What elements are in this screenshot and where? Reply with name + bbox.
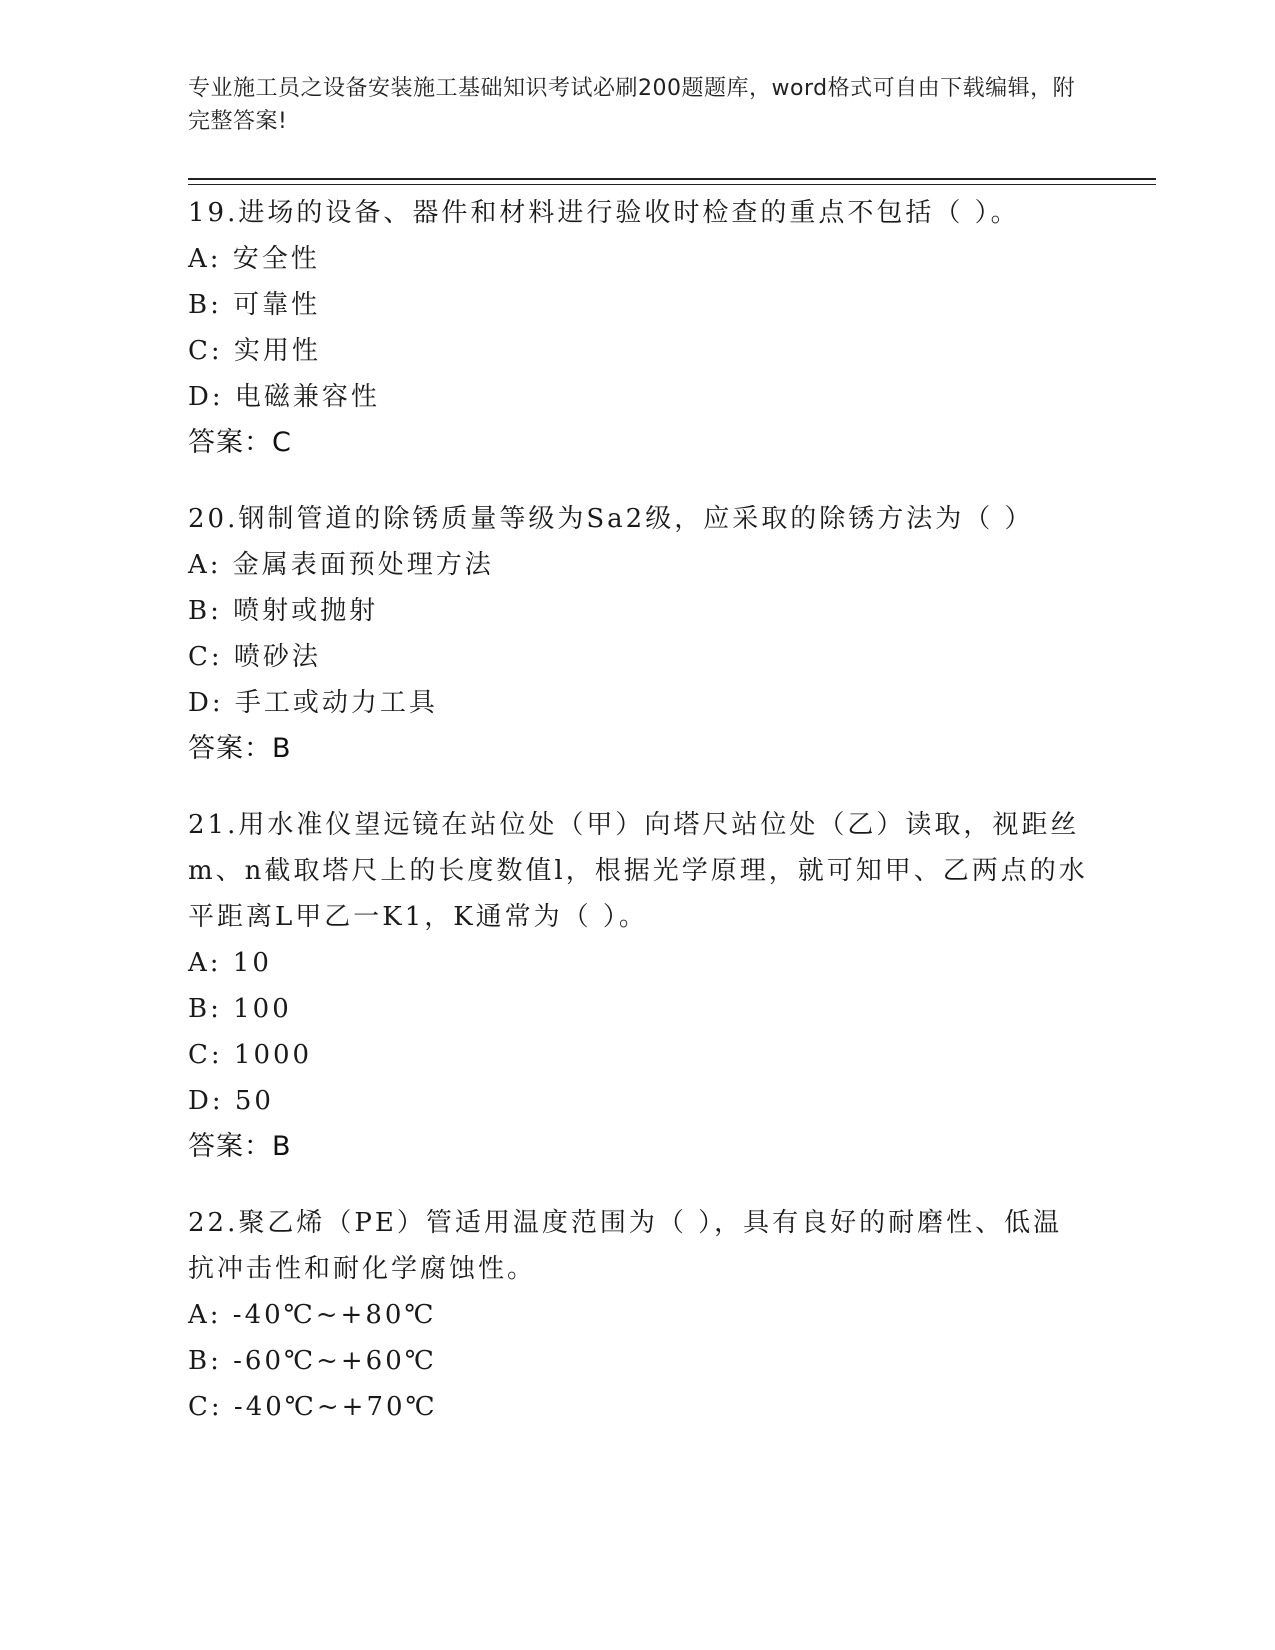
answer-line: 答案：B [188, 733, 292, 764]
answer-line: 答案：B [188, 1131, 292, 1162]
option-d: D: 手工或动力工具 [188, 688, 438, 718]
option-a: A: -40℃~+80℃ [188, 1300, 437, 1330]
question-text: 19.进场的设备、器件和材料进行验收时检查的重点不包括（ ）。 [188, 198, 1020, 228]
question-22 [188, 1200, 1088, 1430]
question-text: 20.钢制管道的除锈质量等级为Sa2级，应采取的除锈方法为（ ） [188, 504, 1034, 534]
option-c: C: 1000 [188, 1040, 313, 1070]
header-divider-thin [188, 184, 1156, 185]
option-b: B: 可靠性 [188, 290, 321, 320]
option-b: B: 100 [188, 994, 292, 1024]
option-a: A: 安全性 [188, 244, 320, 274]
question-20 [188, 496, 1088, 772]
answer-line: 答案：C [188, 427, 292, 458]
question-21 [188, 802, 1088, 1170]
option-c: C: 喷砂法 [188, 642, 321, 672]
option-d: D: 电磁兼容性 [188, 382, 380, 412]
option-b: B: -60℃~+60℃ [188, 1346, 437, 1376]
option-d: D: 50 [188, 1086, 274, 1116]
question-text: 22.聚乙烯（PE）管适用温度范围为（ ），具有良好的耐磨性、低温抗冲击性和耐化学腐蚀性。 [188, 1208, 1063, 1284]
document-header: 专业施工员之设备安装施工基础知识考试必刷200题题库，word格式可自由下载编辑，附完整答案! [188, 76, 1076, 134]
option-b: B: 喷射或抛射 [188, 596, 379, 626]
question-list [188, 190, 1088, 1460]
header-divider-thick [188, 178, 1156, 180]
option-a: A: 金属表面预处理方法 [188, 550, 494, 580]
question-19 [188, 190, 1088, 466]
question-text: 21.用水准仪望远镜在站位处（甲）向塔尺站位处（乙）读取，视距丝m、n截取塔尺上的长度数值l，根据光学原理，就可知甲、乙两点的水平距离L甲乙一K1，K通常为（ ）。 [188, 810, 1088, 932]
option-a: A: 10 [188, 948, 272, 978]
option-c: C: -40℃~+70℃ [188, 1392, 438, 1422]
option-c: C: 实用性 [188, 336, 321, 366]
